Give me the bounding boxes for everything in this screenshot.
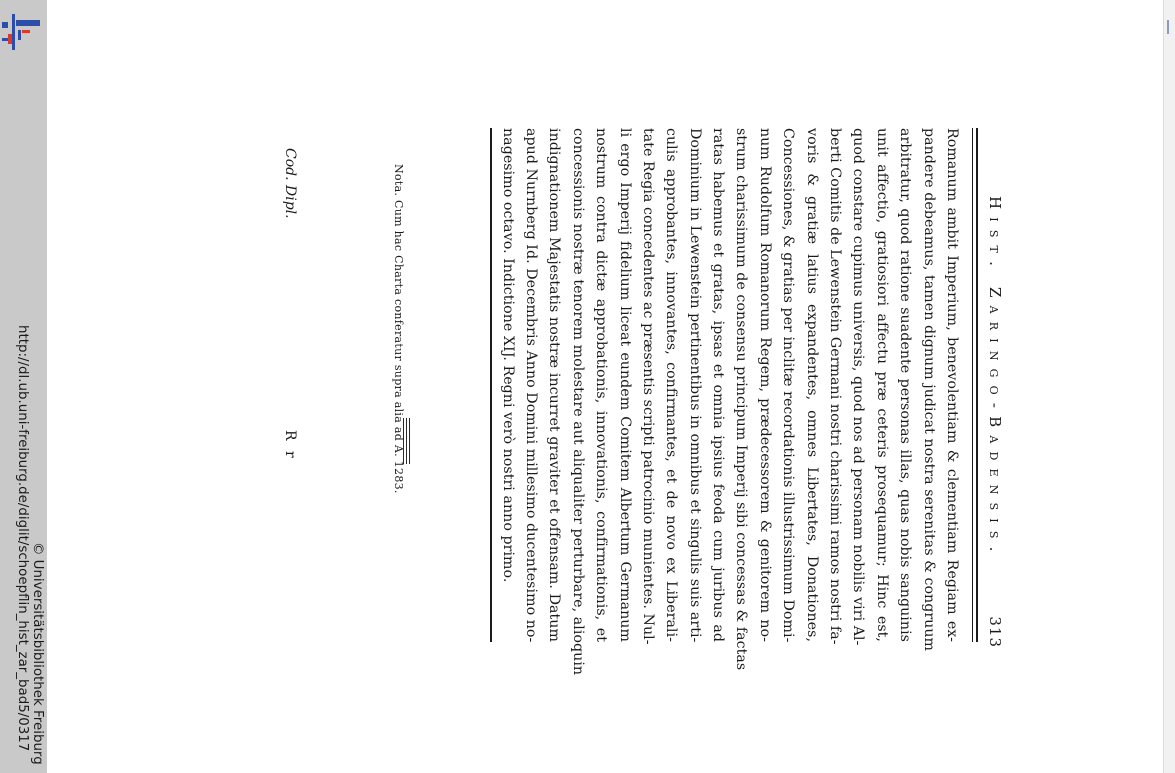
text-bottom-rule [490,128,492,642]
text-line: num Rudolfum Romanorum Regem, prædecessorem & genitorem no- [756,128,773,642]
text-line: ratas habemus et gratas, ipsas et omnia ipsius feoda cum juribus ad [710,128,727,642]
text-line: Romanum ambit Imperium, benevolentiam & clementiam Regiam ex- [944,128,960,642]
document-url[interactable]: http://dl.ub.uni-freiburg.de/diglit/schoepflin_hist_zar_bad5/0317 [15,325,30,752]
footnote: Nota. Cum hac Charta conferatur supra alia ad A. 1283. [392,164,405,494]
text-line: unit affectio, gratiosiori affectu præ ceteris prosequamur; Hinc est, [873,128,890,642]
text-line: quod constare cupimus universis, quod nos ad personam nobilis viri Al- [850,128,867,646]
text-line: concessionis nostræ tenorem molestare aut aliqualiter perturbare, alioquin [569,128,586,676]
rotated-page-content [265,128,1010,676]
text-line: indignationem Majestatis nostræ incurret graviter et offensam. Datum [546,128,563,642]
text-line: nostrum contra dictæ approbationis, innovationis, confirmationis, et [593,128,610,642]
text-line: pandere debeamus, tamen dignum judicat nostra serenitas & congruum [920,128,937,652]
signature-mark: Cod. Dipl. [282,148,298,219]
page-number: 313 [986,616,1004,648]
copyright-notice: © Universitätsbibliothek Freiburg [30,542,45,765]
text-line: culis approbantes, innovantes, confirmantes, et de novo ex Liberali- [663,128,680,642]
page-header [980,128,1010,648]
text-line: Concessiones, & gratias per inclitæ recordationis illustrissimum Domi- [780,128,797,643]
running-title: Hist. Zaringo-Badensis. [986,196,1004,560]
text-line: nagesimo octavo. Indictione XIJ. Regni verò nostri anno primo. [499,128,516,583]
text-line: voris & gratiæ latius expandentes, omnes Libertates, Donationes, [803,128,820,642]
header-rule-thick [976,128,978,642]
sidebar-vertical-text [0,0,47,773]
charter-text [495,128,963,676]
text-line: tate Regia concedentes ac præsentis scripti patrocinio munientes. Nul- [639,128,656,645]
page-edge-scrollbar[interactable] [1163,0,1175,773]
text-line: berti Comitis de Lewenstein Germani nostri charissimi ramos nostri fa- [827,128,844,645]
scroll-indicator [1167,20,1169,34]
text-line: arbitratur, quod ratione suadente personas illas, quas nobis sanguinis [897,128,914,642]
text-line: apud Nurnberg Id. Decembris Anno Domini millesimo ducentesimo no- [522,128,539,643]
gathering-mark: R r [282,430,298,461]
viewer-sidebar [0,0,47,773]
header-rule-thin [972,128,973,642]
text-line: strum charissimum de consensu principum Imperij sibi concessas & factas [733,128,750,671]
text-line: li ergo Imperij fidelium liceat eundem Comitem Albertum Germanum [616,128,633,642]
text-line: Dominium in Lewenstein pertinentibus in omnibus et singulis suis arti- [686,128,703,643]
